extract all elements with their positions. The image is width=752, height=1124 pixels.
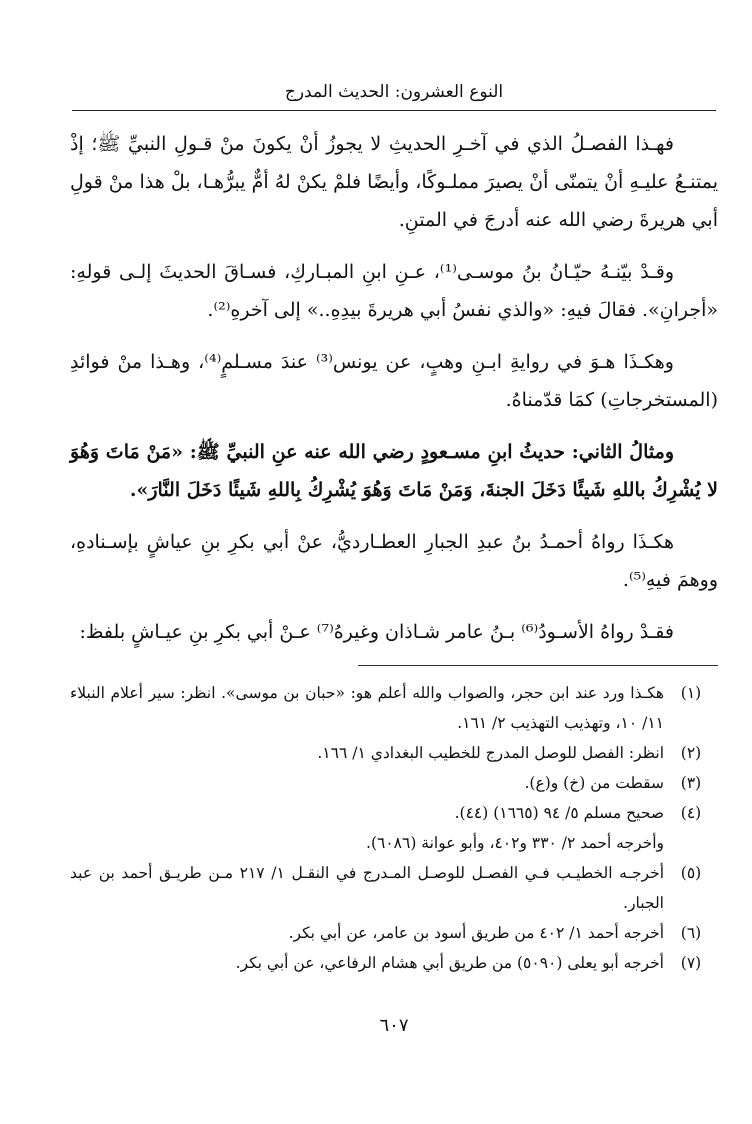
footnote-number: (٣) bbox=[680, 774, 702, 792]
footnote bbox=[70, 918, 718, 948]
footnote-number: (٥) bbox=[680, 864, 702, 882]
footnote bbox=[70, 798, 718, 858]
running-title: النوع العشرون: الحديث المدرج bbox=[284, 82, 504, 102]
paragraph: وقـدْ بيّنـهُ حيّـانُ بنُ موسـى⁽¹⁾، عـنِ ابنِ المبـاركِ، فسـاقَ الحديثَ إلـى قولهِ: «أجرانِ». فقالَ فيهِ: «والذي نفسُ أبي هريرةَ بيدِهِ..» إلى آخرهِ⁽²⁾. bbox=[70, 261, 718, 321]
paragraph: ومثالُ الثاني: حديثُ ابنِ مسـعودٍ رضي الله عنه عنِ النبيِّ ﷺ: «مَنْ مَاتَ وَهُوَ لا يُشْرِكُ باللهِ شَيئًا دَخَلَ الجنةَ، وَمَنْ مَاتَ وَهُوَ يُشْرِكُ بِاللهِ شَيئًا دَخَلَ النَّارَ». bbox=[70, 441, 718, 501]
footnote-number: (٤) bbox=[680, 804, 702, 822]
footnote-text: أخرجـه الخطيـب فـي الفصـل للوصـل المـدرج في النقـل ١/ ٢١٧ مـن طريـق أحمد بن عبد الجبار. bbox=[70, 864, 664, 912]
footnote-separator bbox=[358, 665, 718, 666]
footnote bbox=[70, 738, 718, 768]
footnote bbox=[70, 678, 718, 738]
footnote bbox=[70, 858, 718, 918]
footnote-text: وأخرجه أحمد ٢/ ٣٣٠ و٤٠٢، وأبو عوانة (٦٠٨٦). bbox=[366, 834, 664, 852]
footnote-number: (٧) bbox=[680, 954, 702, 972]
footnote bbox=[70, 768, 718, 798]
footnote-number: (٢) bbox=[680, 744, 702, 762]
footnotes bbox=[70, 678, 718, 978]
footnote-text: أخرجه أحمد ١/ ٤٠٢ من طريق أسود بن عامر، عن أبي بكر. bbox=[288, 924, 664, 942]
main-text bbox=[70, 125, 718, 651]
footnote-text: أخرجه أبو يعلى (٥٠٩٠) من طريق أبي هشام الرفاعي، عن أبي بكر. bbox=[235, 954, 664, 972]
paragraph: وهكـذَا هـوَ في روايةِ ابـنِ وهبٍ، عن يونس⁽³⁾ عندَ مسـلمٍ⁽⁴⁾، وهـذا منْ فوائدِ (المستخرجاتِ) كمَا قدّمناهُ. bbox=[70, 351, 718, 411]
footnote-number: (١) bbox=[680, 684, 702, 702]
running-header bbox=[72, 80, 716, 111]
footnote-text: هكـذا ورد عند ابن حجر، والصواب والله أعلم هو: «حبان بن موسى». انظر: سير أعلام النبلاء ١١/ ١٠، وتهذيب التهذيب ٢/ ١٦١. bbox=[70, 684, 664, 732]
footnote bbox=[70, 948, 718, 978]
footnote-number: (٦) bbox=[680, 924, 702, 942]
paragraph: فهـذا الفصـلُ الذي في آخـرِ الحديثِ لا يجوزُ أنْ يكونَ منْ قـولِ النبيِّ ﷺ؛ إذْ يمتنـعُ عليـهِ أنْ يتمنّى أنْ يصيرَ مملـوكًا، وأيضًا فلمْ يكنْ لهُ أمٌّ يبرُّهـا، بلْ هذا منْ قولِ أبي هريرةَ رضي الله عنه أدرجَ في المتنِ. bbox=[70, 133, 718, 231]
footnote-text: سقطت من (خ) و(ع). bbox=[524, 774, 664, 792]
footnote-text: صحيح مسلم ٥/ ٩٤ (١٦٦٥) (٤٤). bbox=[454, 804, 664, 822]
footnote-text: انظر: الفصل للوصل المدرج للخطيب البغدادي ١/ ١٦٦. bbox=[317, 744, 664, 762]
page-number: ٦٠٧ bbox=[379, 1015, 409, 1036]
paragraph: هكـذَا رواهُ أحمـدُ بنُ عبدِ الجبارِ العطـارديُّ، عنْ أبي بكرِ بنِ عياشٍ بإسـنادهِ، ووهمَ فيهِ⁽⁵⁾. bbox=[70, 531, 718, 591]
paragraph: فقـدْ رواهُ الأسـودُ⁽⁶⁾ بـنُ عامر شـاذان وغيرهُ⁽⁷⁾ عـنْ أبي بكرِ بنِ عيـاشٍ بلفظ: bbox=[79, 621, 674, 643]
book-page bbox=[70, 70, 718, 1060]
